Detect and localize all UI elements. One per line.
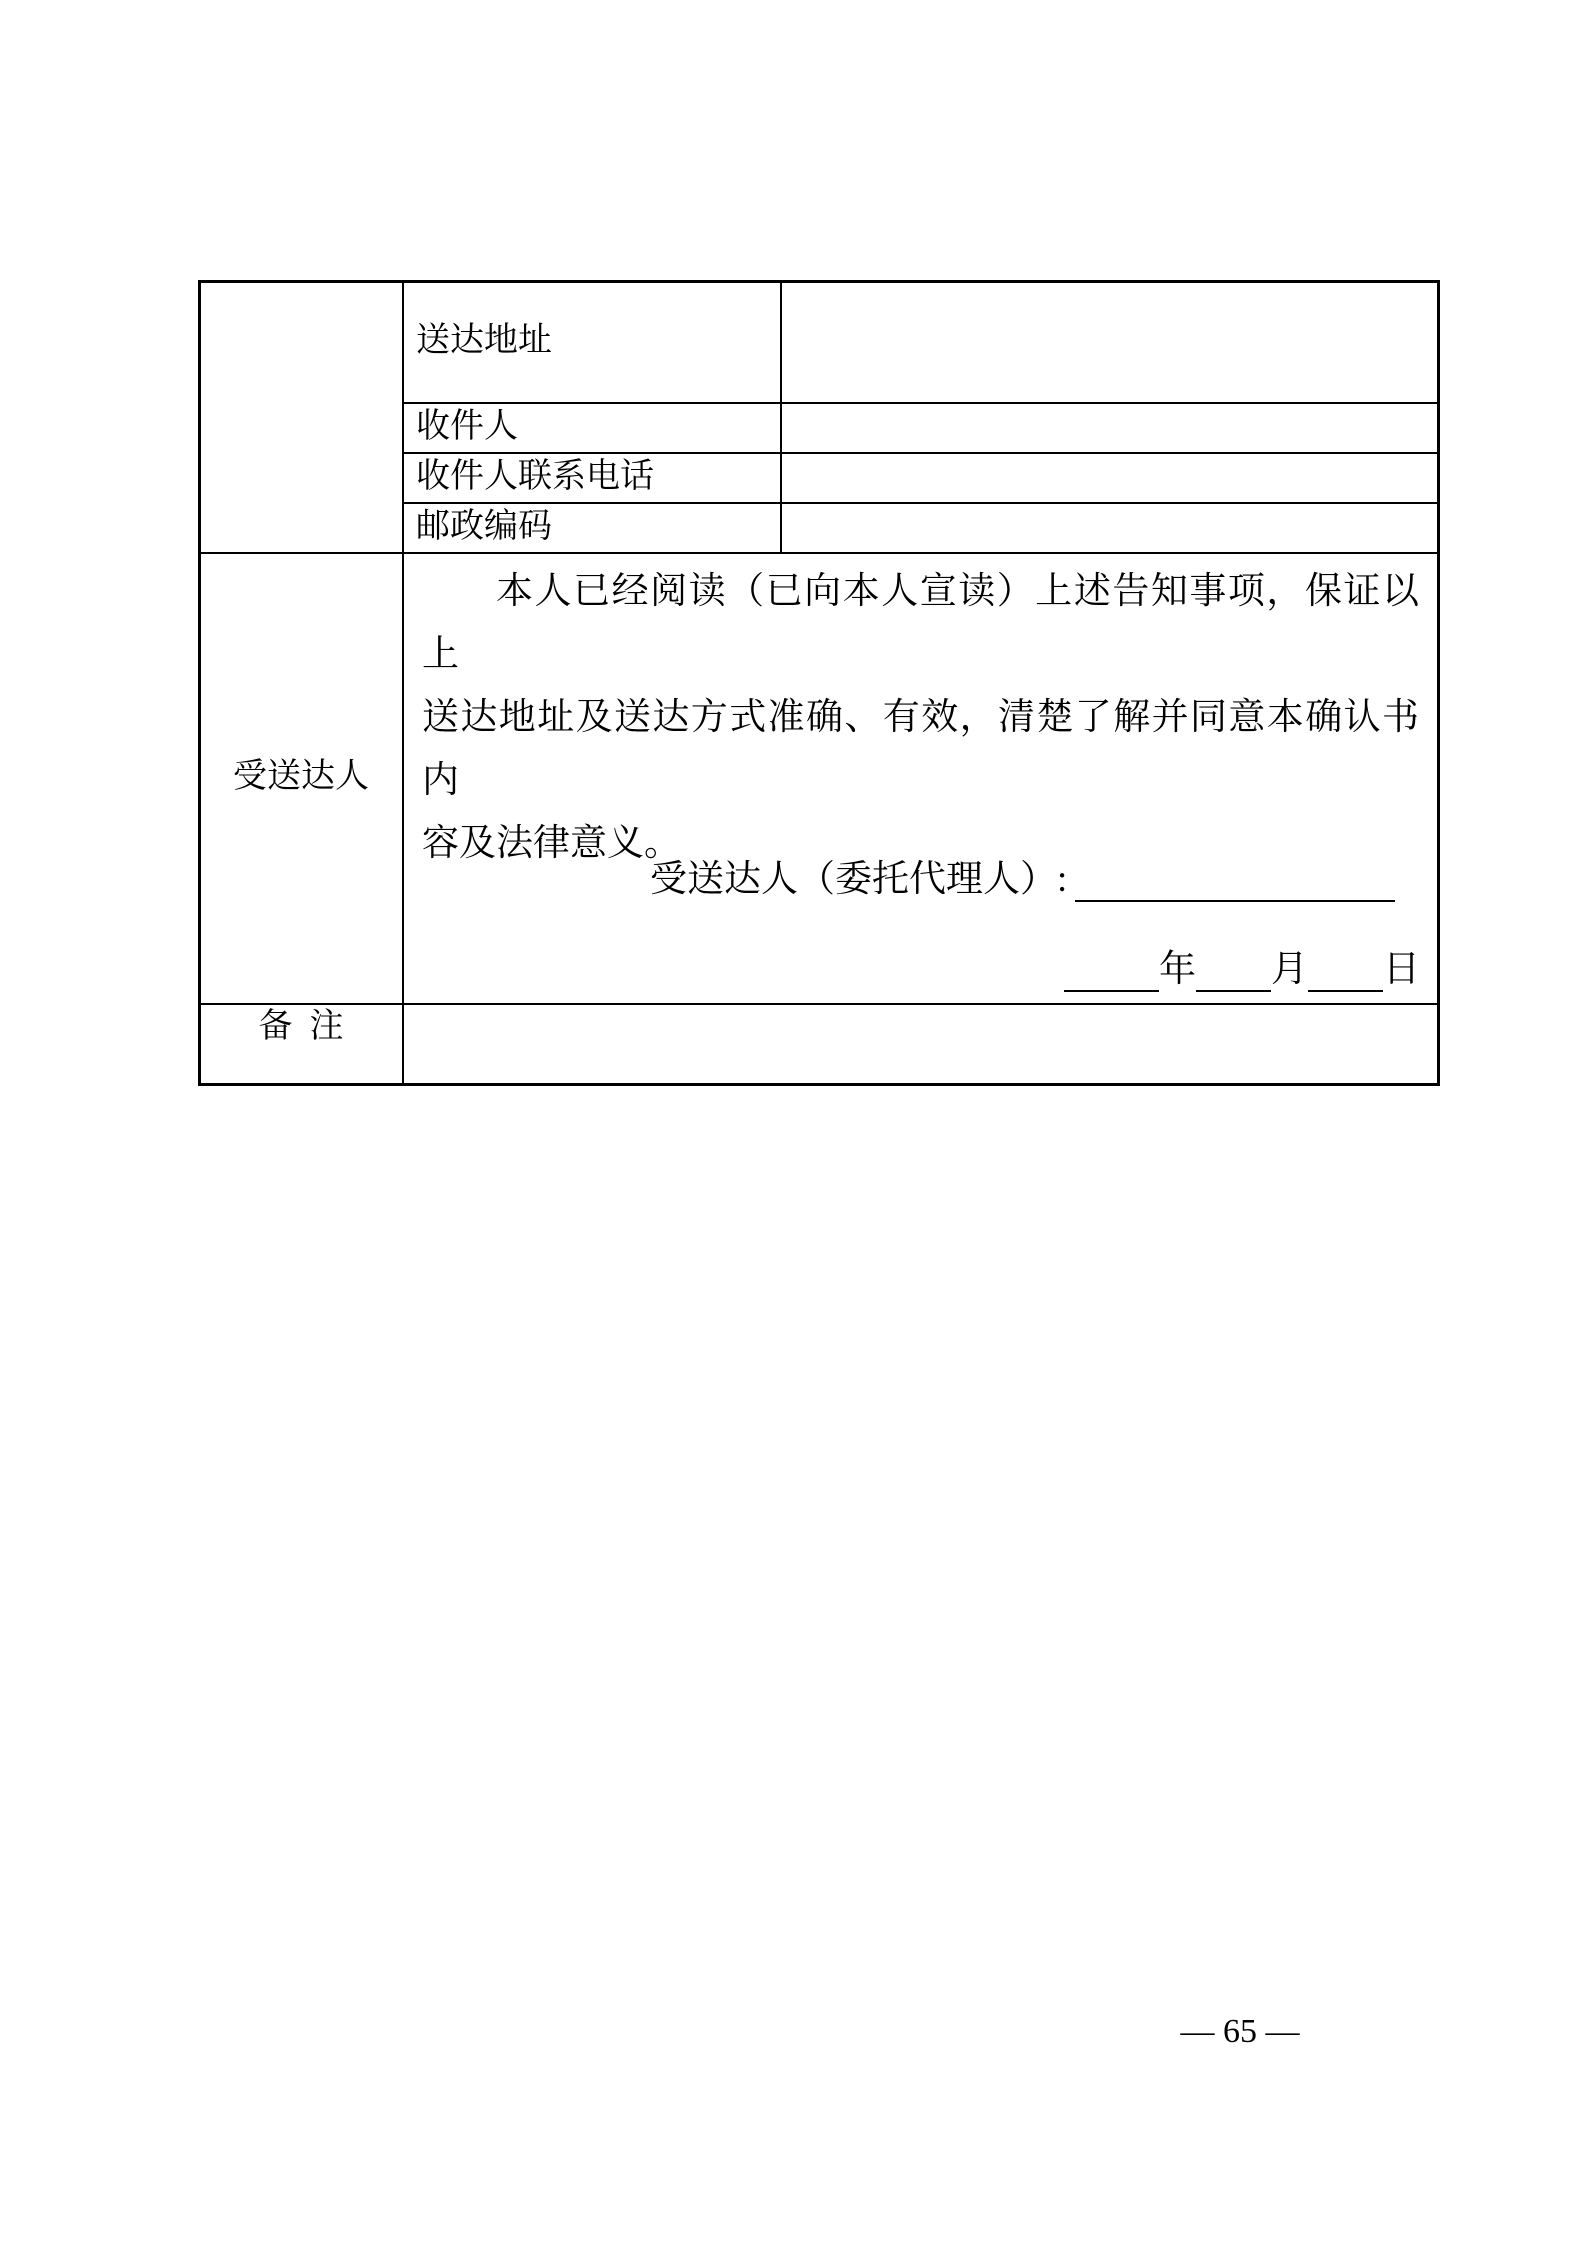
remarks-value-cell <box>404 1005 1435 1081</box>
statement-line-1: 本人已经阅读（已向本人宣读）上述告知事项，保证以上 <box>422 571 1419 675</box>
recipient-phone-label: 收件人联系电话 <box>416 458 654 495</box>
day-blank-line <box>1308 956 1383 992</box>
signature-label: 受送达人（委托代理人）: <box>650 859 1068 900</box>
statement-line-3: 容及法律意义。 <box>422 823 681 864</box>
table-divider-left-column <box>402 280 404 1083</box>
remarks-row-header: 备 注 <box>258 1008 344 1045</box>
date-row <box>1064 948 1420 992</box>
postal-code-label: 邮政编码 <box>416 508 552 545</box>
signature-row <box>650 858 1395 902</box>
day-unit-label: 日 <box>1383 949 1420 990</box>
signature-blank-line <box>1075 866 1395 902</box>
month-unit-label: 月 <box>1271 949 1308 990</box>
postal-code-value-cell <box>782 504 1435 550</box>
statement-line-2: 送达地址及送达方式准确、有效，清楚了解并同意本确认书内 <box>422 697 1419 801</box>
month-blank-line <box>1196 956 1271 992</box>
delivery-address-value-cell <box>782 282 1435 400</box>
section-rule-recipient <box>198 552 1437 554</box>
year-unit-label: 年 <box>1159 949 1196 990</box>
delivery-address-label: 送达地址 <box>416 322 552 359</box>
recipient-name-value-cell <box>782 404 1435 450</box>
page-number: — 65 — <box>1180 2013 1300 2050</box>
recipient-phone-value-cell <box>782 454 1435 500</box>
year-blank-line <box>1064 956 1159 992</box>
recipient-row-header: 受送达人 <box>233 758 369 795</box>
recipient-name-label: 收件人 <box>416 408 518 445</box>
confirmation-statement <box>422 560 1419 875</box>
